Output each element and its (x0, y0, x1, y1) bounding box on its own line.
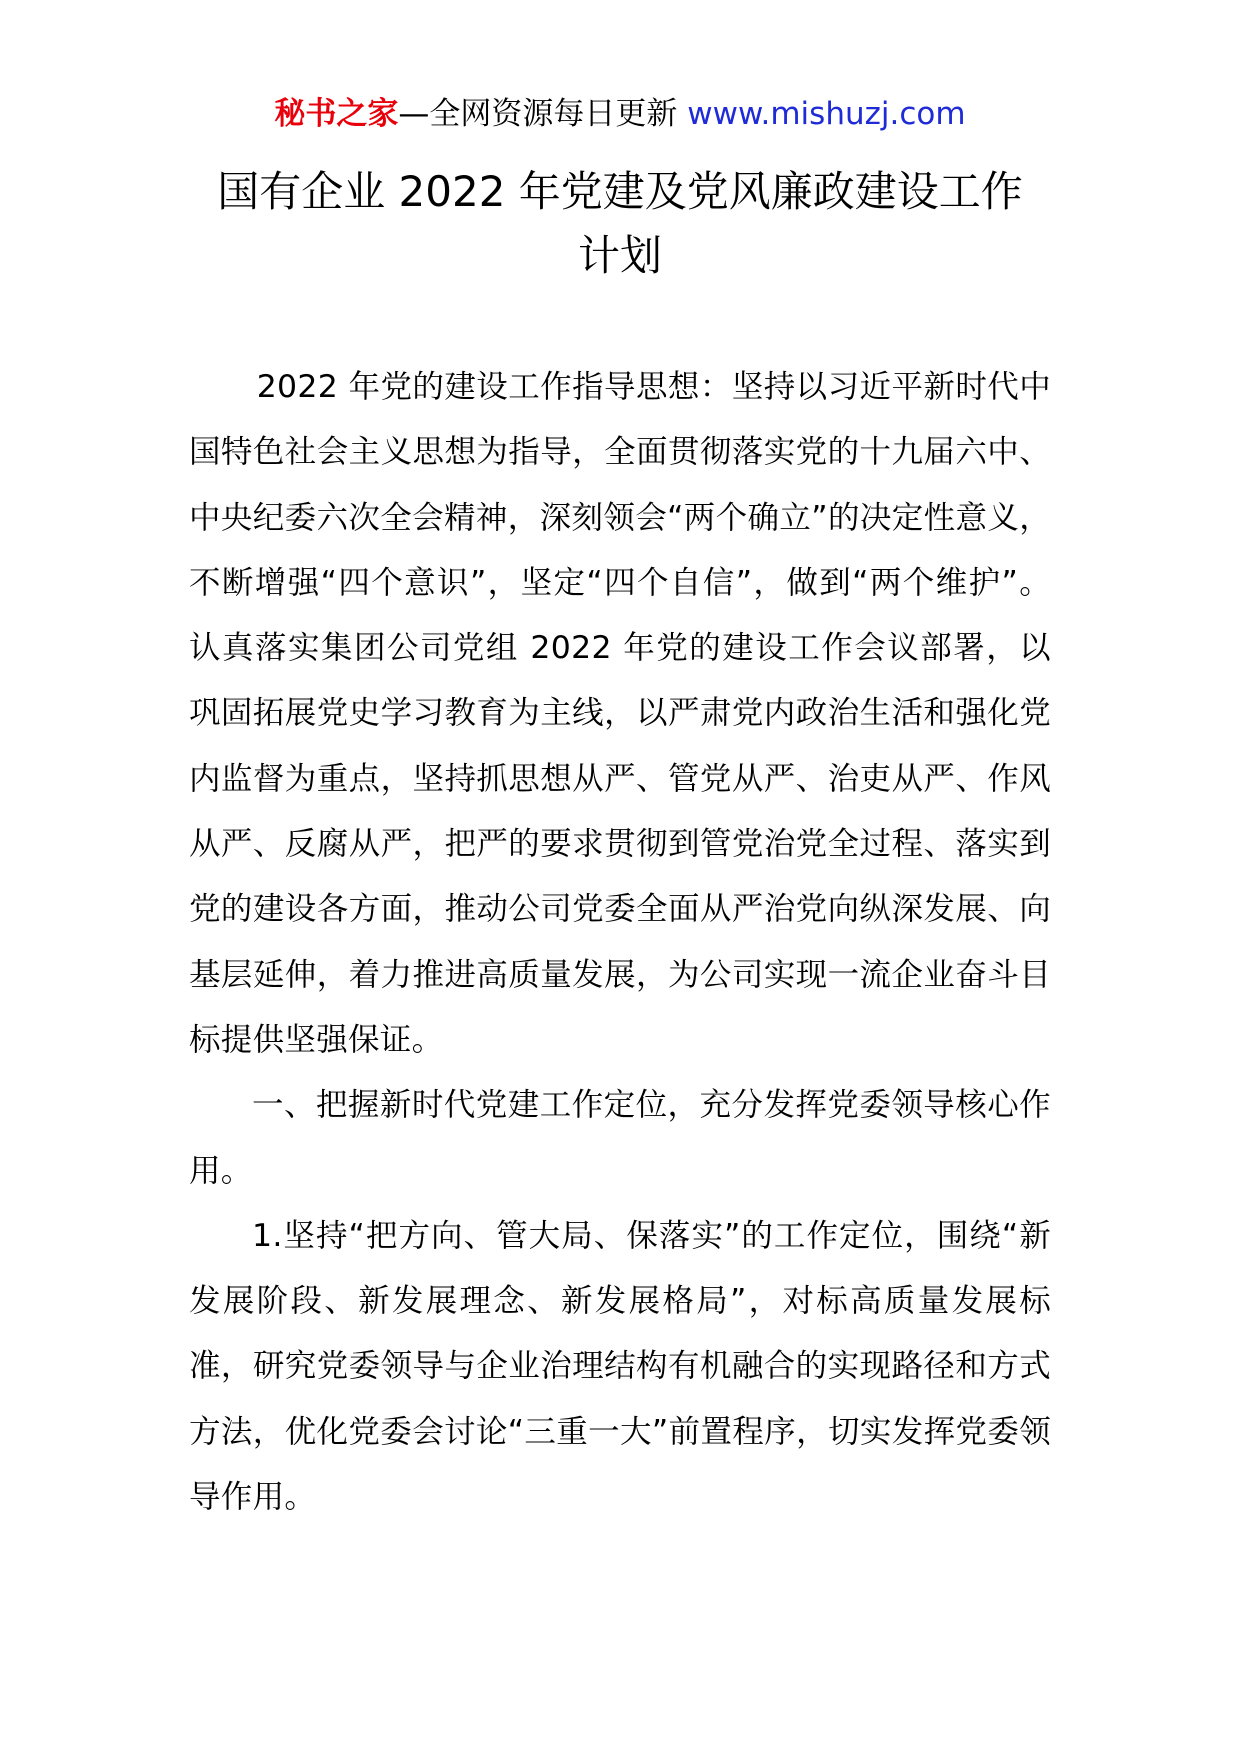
document-body (189, 355, 1051, 1530)
paragraph-item-1: 1.坚持“把方向、管大局、保落实”的工作定位，围绕“新发展阶段、新发展理念、新发展格局”，对标高质量发展标准，研究党委领导与企业治理结构有机融合的实现路径和方式方法，优化党委会讨论“三重一大”前置程序，切实发挥党委领导作用。 (189, 1217, 1051, 1516)
site-header (0, 94, 1240, 134)
site-name: 秘书之家 (274, 96, 399, 132)
section-heading-1: 一、把握新时代党建工作定位，充分发挥党委领导核心作用。 (189, 1087, 1051, 1189)
document-title (185, 160, 1055, 288)
site-tagline: —全网资源每日更新 (398, 96, 688, 132)
document-title-line-1: 国有企业 2022 年党建及党风廉政建设工作 (217, 167, 1023, 216)
document-title-line-2: 计划 (577, 231, 662, 280)
site-url-link[interactable]: www.mishuzj.com (687, 96, 966, 132)
paragraph-guiding-ideology: 2022 年党的建设工作指导思想：坚持以习近平新时代中国特色社会主义思想为指导，全面贯彻落实党的十九届六中、中央纪委六次全会精神，深刻领会“两个确立”的决定性意义，不断增强“四个意识”，坚定“四个自信”，做到“两个维护”。认真落实集团公司党组 2022 年党的建设工作会议部署，以巩固拓展党史学习教育为主线，以严肃党内政治生活和强化党内监督为重点，坚持抓思想从严、管党从严、治吏从严、作风从严、反腐从严，把严的要求贯彻到管党治党全过程、落实到党的建设各方面，推动公司党委全面从严治党向纵深发展、向基层延伸，着力推进高质量发展，为公司实现一流企业奋斗目标提供坚强保证。 (189, 369, 1051, 1058)
